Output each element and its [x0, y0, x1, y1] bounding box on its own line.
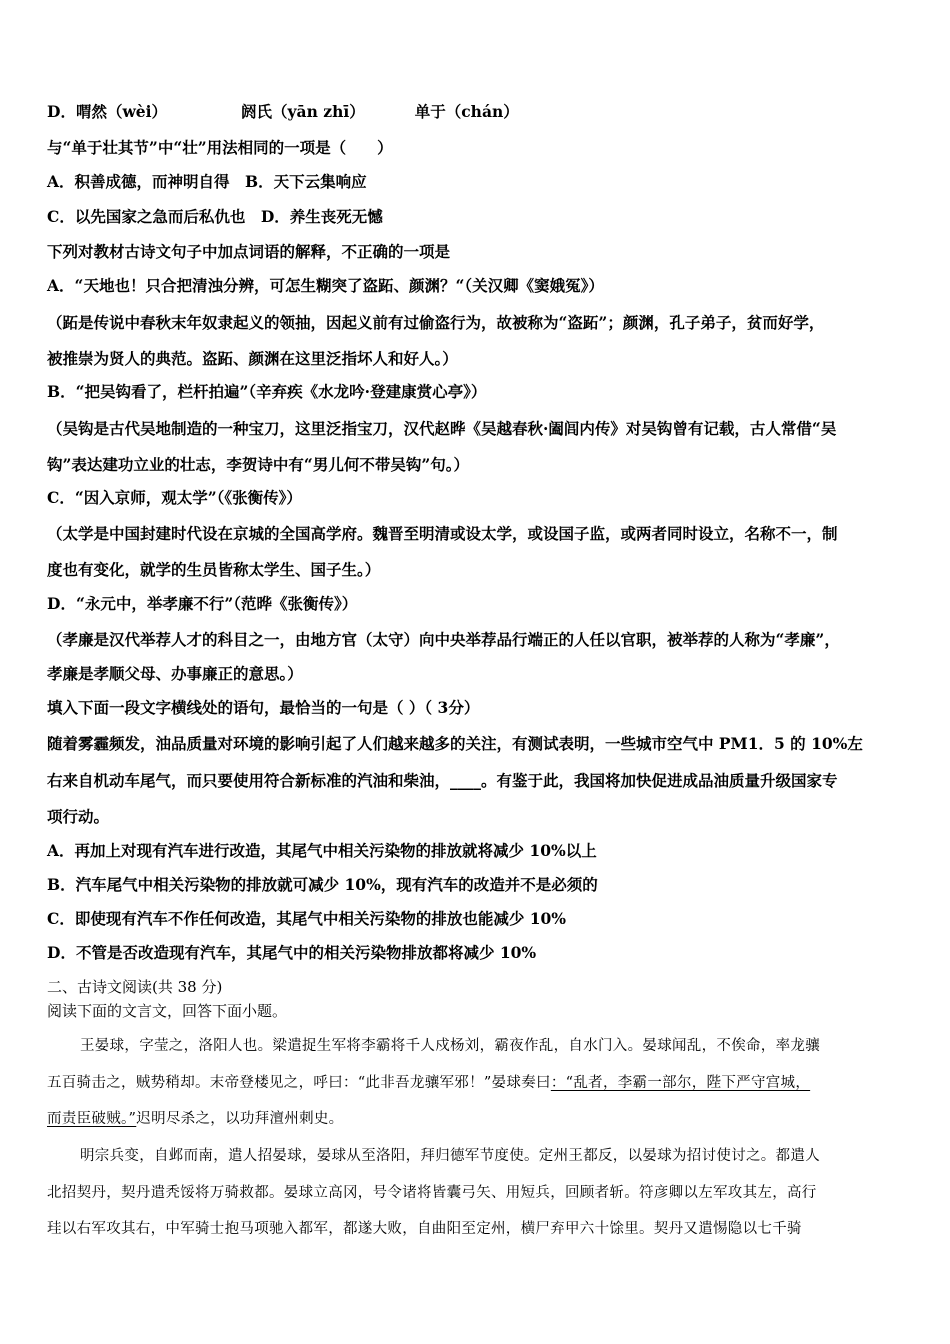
explanation-line: 被推崇为贤人的典范。盗跖、颜渊在这里泛指坏人和好人。）: [47, 349, 458, 368]
option-label: D．: [47, 102, 76, 121]
classical-passage-line: [47, 1073, 810, 1093]
classical-passage-line: 明宗兵变，自邺而南，遣人招晏球，晏球从至洛阳，拜归德军节度使。定州王都反，以晏球为招讨使讨之。都遣人: [80, 1148, 820, 1164]
classical-passage-line: 王晏球，字莹之，洛阳人也。梁遣捉生军将李霸将千人戍杨刘，霸夜作乱，自水门入。晏球闻乱，不俟命，率龙骧: [80, 1038, 820, 1054]
option-line: B．汽车尾气中相关污染物的排放就可减少 10%，现有汽车的改造并不是必须的: [47, 875, 598, 894]
option-line: D．“永元中，举孝廉不行”（范晔《张衡传》）: [47, 594, 358, 613]
underlined-sentence: ：“乱者，李霸一部尔，陛下严守宫城，: [550, 1075, 811, 1091]
option-d-pronunciation-line: [47, 102, 519, 122]
explanation-line: （吴钩是古代吴地制造的一种宝刀，这里泛指宝刀，汉代赵晔《吴越春秋·阖闾内传》对吴钩曾有记载，古人常借“吴: [47, 419, 837, 438]
passage-line: 随着雾霾频发，油品质量对环境的影响引起了人们越来越多的关注，有测试表明，一些城市空气中 PM1．5 的 10%左: [47, 734, 863, 753]
explanation-line: 钩”表达建功立业的壮志，李贺诗中有“男儿何不带吴钩”句。）: [47, 455, 469, 474]
passage-line: 项行动。: [47, 807, 110, 826]
explanation-line: 度也有变化，就学的生员皆称太学生、国子生。）: [47, 560, 381, 579]
underlined-sentence: 而责臣破贼。”: [47, 1111, 137, 1127]
reading-instruction: 阅读下面的文言文，回答下面小题。: [47, 1002, 288, 1020]
option-line: A．再加上对现有汽车进行改造，其尾气中相关污染物的排放就将减少 10%以上: [47, 841, 597, 860]
option-line: A．“天地也！只合把清浊分辨，可怎生糊突了盗跖、颜渊？“（关汉卿《窦娥冤》）: [47, 276, 604, 295]
section-heading: 二、古诗文阅读(共 38 分): [47, 978, 223, 996]
option-line: C．即使现有汽车不作任何改造，其尾气中相关污染物的排放也能减少 10%: [47, 909, 567, 928]
pronunciation-item-2: 阏氏（yān zhī）: [241, 102, 365, 121]
passage-line: 右来自机动车尾气，而只要使用符合新标准的汽油和柴油，____。有鉴于此，我国将加快促进成品油质量升级国家专: [47, 771, 838, 790]
explanation-line: 孝廉是孝顺父母、办事廉正的意思。）: [47, 664, 303, 683]
option-line: B．“把吴钩看了，栏杆拍遍”（辛弃疾《水龙吟·登建康赏心亭》）: [47, 382, 487, 401]
classical-passage-line: 珪以右军攻其右，中军骑士抱马项驰入都军，都遂大败，自曲阳至定州，横尸弃甲六十馀里。契丹又遣惕隐以七千骑: [47, 1221, 802, 1237]
question-stem: 填入下面一段文字横线处的语句，最恰当的一句是（ ）（ 3分）: [47, 698, 480, 717]
option-line: C．以先国家之急而后私仇也 D．养生丧死无憾: [47, 207, 383, 226]
pronunciation-item-1: 喟然（wèi）: [75, 102, 168, 121]
option-line: A．积善成德，而神明自得 B．天下云集响应: [47, 172, 367, 191]
question-stem: 下列对教材古诗文句子中加点词语的解释，不正确的一项是: [47, 242, 451, 261]
option-line: D．不管是否改造现有汽车，其尾气中的相关污染物排放都将减少 10%: [47, 943, 537, 962]
explanation-line: （跖是传说中春秋末年奴隶起义的领抽，因起义前有过偷盗行为，故被称为“盗跖”；颜渊，孔子弟子，贫而好学，: [47, 313, 825, 332]
pronunciation-item-3: 单于（chán）: [414, 102, 519, 121]
question-stem: 与“单于壮其节”中“壮”用法相同的一项是（ ）: [47, 138, 393, 157]
passage-text: 迟明尽杀之，以功拜澶州刺史。: [136, 1111, 344, 1127]
explanation-line: （孝廉是汉代举荐人才的科目之一，由地方官（太守）向中央举荐品行端正的人任以官职，被举荐的人称为“孝廉”，: [47, 630, 840, 649]
classical-passage-line: [47, 1109, 343, 1129]
classical-passage-line: 北招契丹，契丹遣秃馁将万骑救都。晏球立高冈，号令诸将皆囊弓矢、用短兵，回顾者斩。符彦卿以左军攻其左，高行: [47, 1185, 817, 1201]
passage-text: 五百骑击之，贼势稍却。末帝登楼见之，呼曰：“此非吾龙骧军邪！”晏球奏曰: [47, 1075, 551, 1091]
explanation-line: （太学是中国封建时代设在京城的全国高学府。魏晋至明清或设太学，或设国子监，或两者同时设立，名称不一，制: [47, 524, 838, 543]
option-line: C．“因入京师，观太学”（《张衡传》）: [47, 488, 302, 507]
